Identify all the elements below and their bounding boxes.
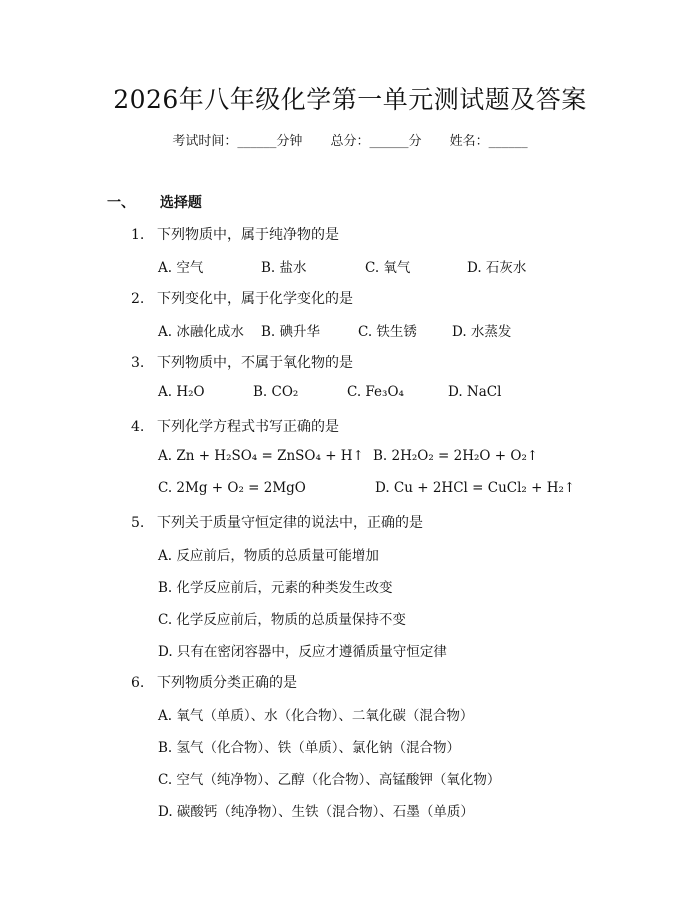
question-stem: 下列物质分类正确的是 [157, 675, 297, 691]
option-a: A. 空气 [158, 260, 204, 276]
exam-time-field: 考试时间：______分钟 [172, 134, 303, 149]
option-c: C. 空气（纯净物）、乙醇（化合物）、高锰酸钾（氧化物） [158, 772, 501, 788]
option-b: B. CO₂ [253, 384, 299, 400]
question-number: 6. [131, 675, 145, 691]
question-3 [131, 352, 353, 372]
question-number: 3. [131, 355, 145, 371]
question-stem: 下列物质中，不属于氧化物的是 [157, 355, 353, 371]
section-number: 一、 [107, 195, 135, 211]
question-5 [131, 512, 423, 532]
question-stem: 下列关于质量守恒定律的说法中，正确的是 [157, 515, 423, 531]
option-a: A. H₂O [158, 384, 205, 400]
option-a: A. 反应前后，物质的总质量可能增加 [158, 548, 379, 564]
option-c: C. 铁生锈 [358, 324, 417, 340]
option-c: C. 2Mg + O₂ = 2MgO [158, 480, 306, 496]
total-score-field: 总分：______分 [330, 134, 422, 149]
option-c: C. 氧气 [365, 260, 411, 276]
question-stem: 下列化学方程式书写正确的是 [157, 419, 339, 435]
question-6 [131, 672, 297, 692]
option-c: C. Fe₃O₄ [347, 384, 404, 400]
question-number: 2. [131, 291, 145, 307]
question-number: 1. [131, 227, 145, 243]
option-a: A. 冰融化成水 [158, 324, 244, 340]
question-stem: 下列物质中，属于纯净物的是 [157, 227, 339, 243]
option-b: B. 化学反应前后，元素的种类发生改变 [158, 580, 393, 596]
exam-info [0, 130, 700, 149]
question-number: 4. [131, 419, 145, 435]
option-b: B. 氢气（化合物）、铁（单质）、氯化钠（混合物） [158, 740, 461, 756]
option-b: B. 碘升华 [261, 324, 321, 340]
option-d: D. 石灰水 [467, 260, 527, 276]
option-d: D. Cu + 2HCl = CuCl₂ + H₂↑ [375, 480, 576, 496]
option-d: D. 水蒸发 [452, 324, 512, 340]
option-a: A. Zn + H₂SO₄ = ZnSO₄ + H↑ [158, 448, 364, 464]
option-d: D. 只有在密闭容器中，反应才遵循质量守恒定律 [158, 644, 447, 660]
option-b: B. 2H₂O₂ = 2H₂O + O₂↑ [373, 448, 539, 464]
question-4 [131, 416, 339, 436]
question-number: 5. [131, 515, 145, 531]
student-name-field: 姓名：______ [449, 134, 528, 149]
question-stem: 下列变化中，属于化学变化的是 [157, 291, 353, 307]
question-2 [131, 288, 353, 308]
section-title: 选择题 [159, 195, 202, 211]
question-1 [131, 224, 339, 244]
option-c: C. 化学反应前后，物质的总质量保持不变 [158, 612, 406, 628]
section-heading [107, 192, 202, 212]
option-b: B. 盐水 [261, 260, 307, 276]
page-title: 2026年八年级化学第一单元测试题及答案 [113, 85, 587, 114]
option-a: A. 氧气（单质）、水（化合物）、二氧化碳（混合物） [158, 708, 474, 724]
option-d: D. NaCl [448, 384, 502, 400]
option-d: D. 碳酸钙（纯净物）、生铁（混合物）、石墨（单质） [158, 804, 474, 820]
